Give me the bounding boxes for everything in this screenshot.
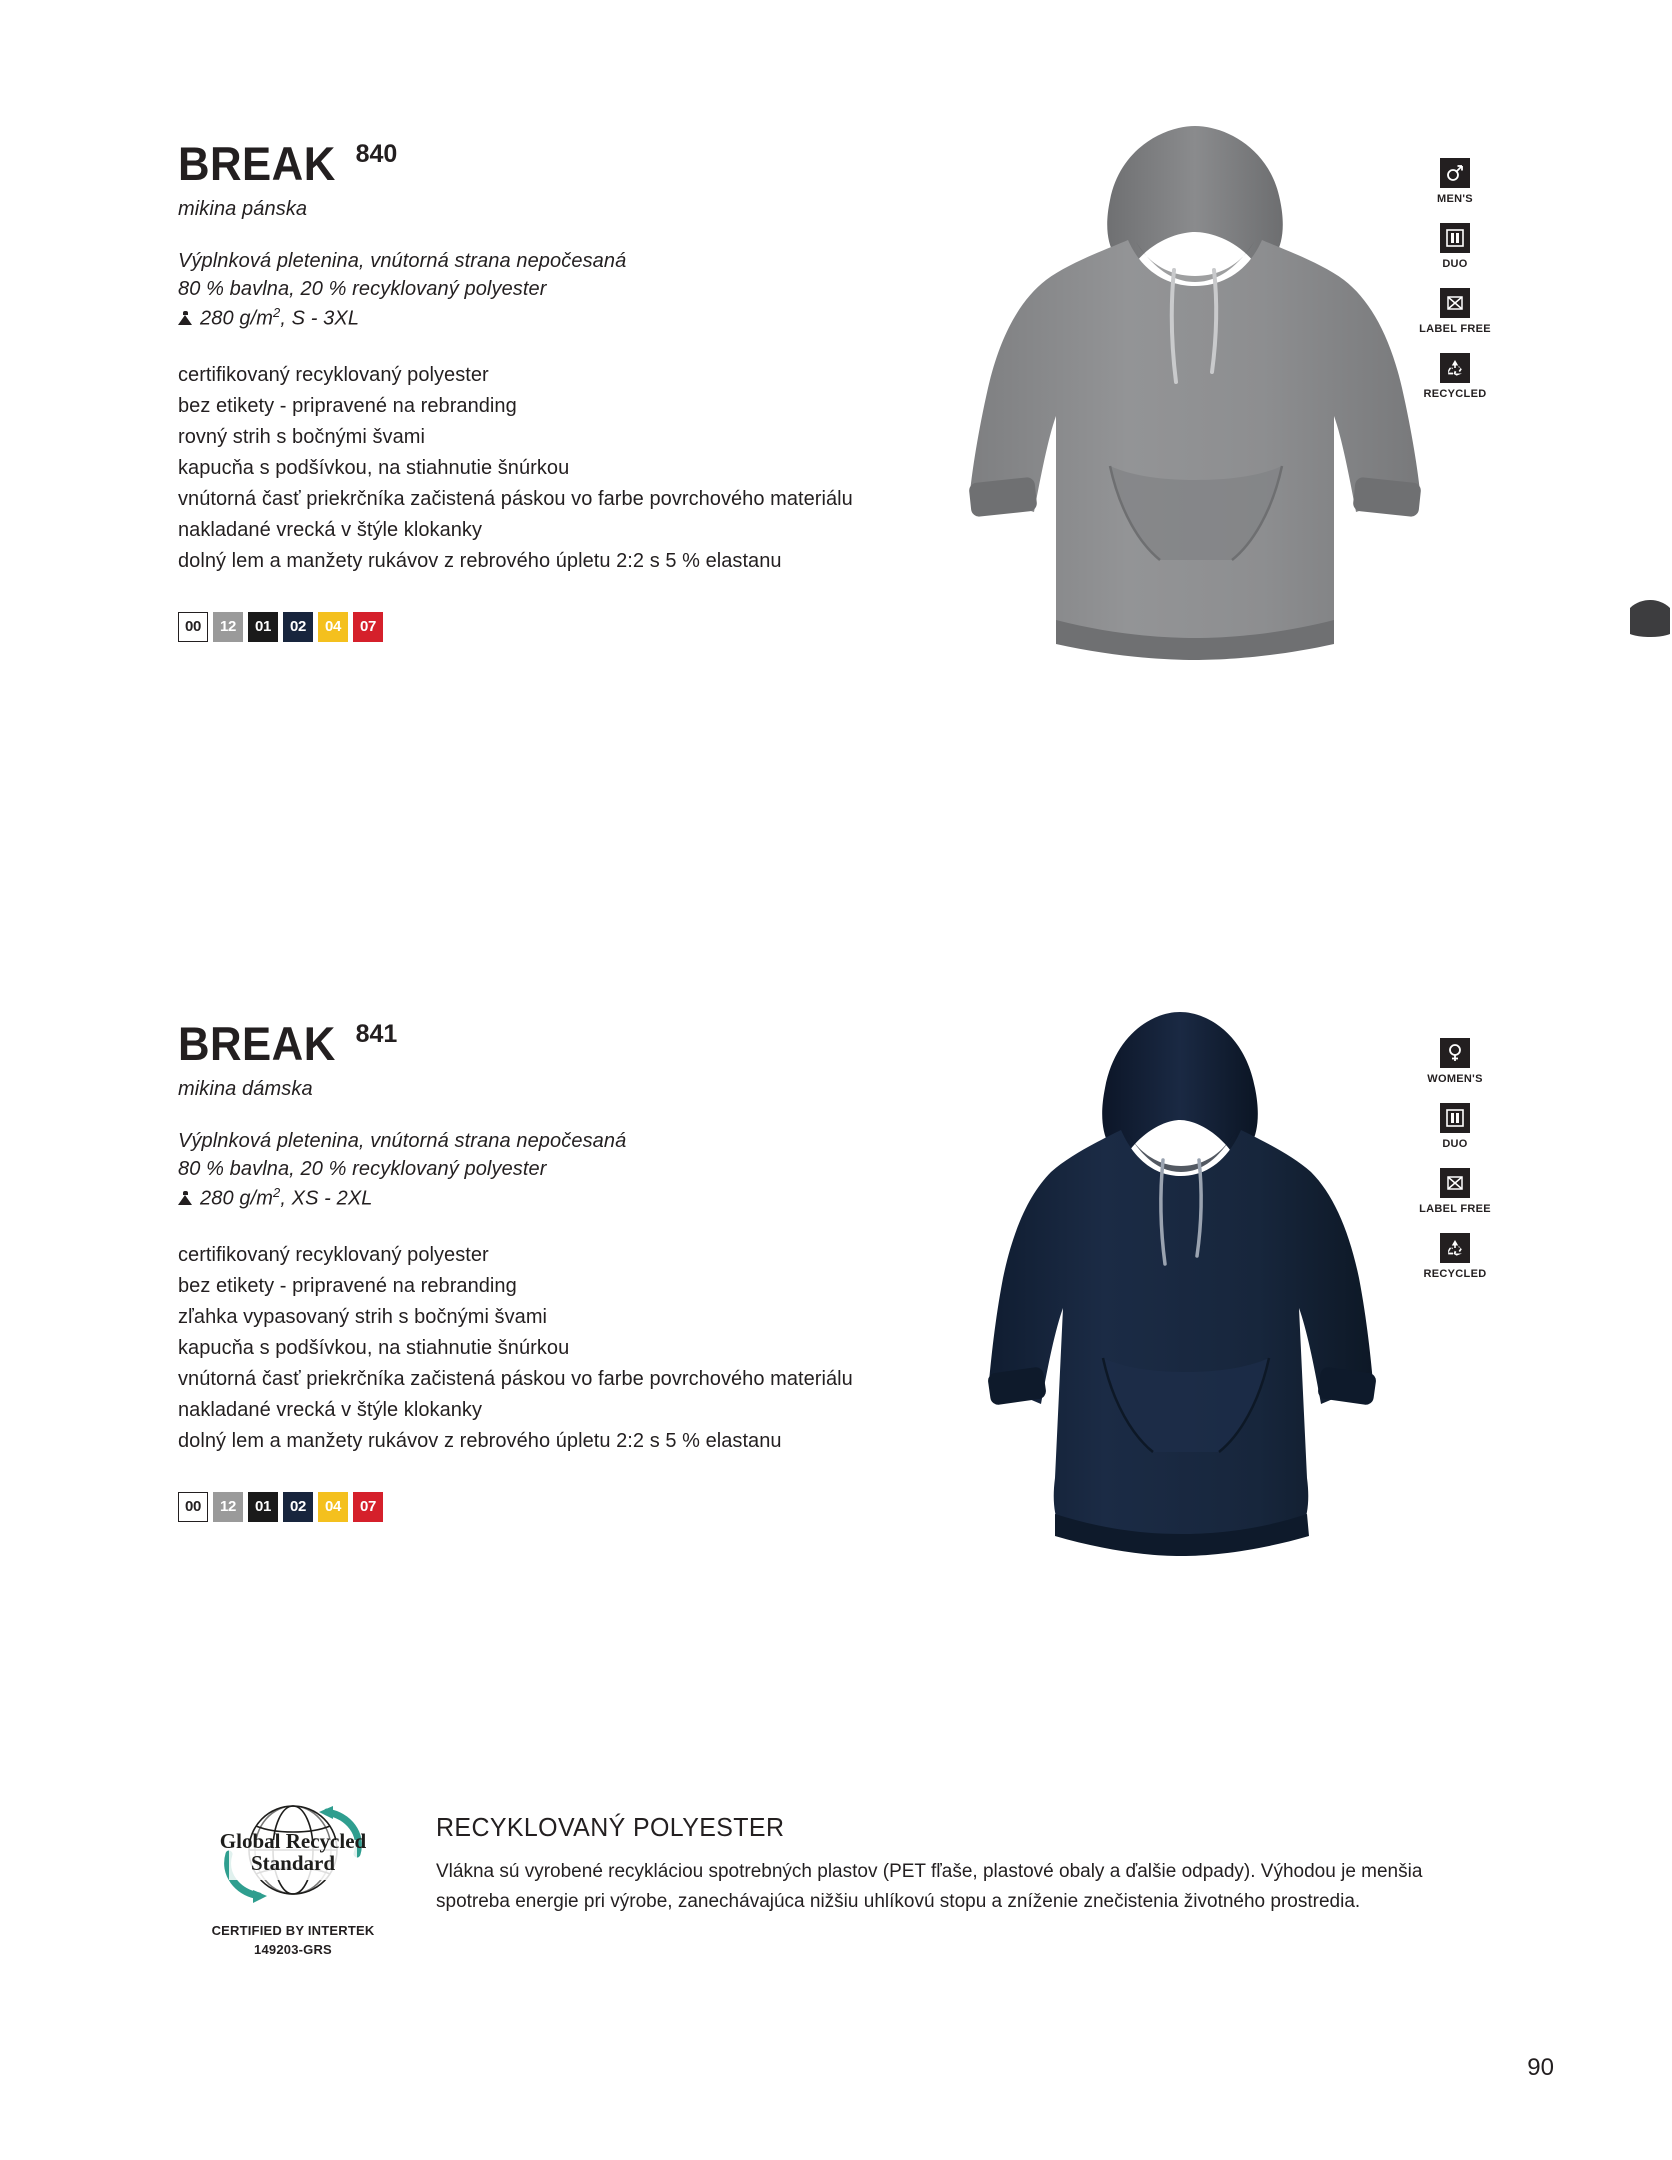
size-range: S - 3XL: [291, 307, 360, 330]
pictogram-list: [1400, 1038, 1510, 1298]
pictogram-recycled: [1400, 1233, 1510, 1280]
weight-value: 280 $g/m^2$, XS - 2XL: [200, 1184, 373, 1210]
duo-icon: [1440, 1103, 1470, 1133]
recycled-icon: [1440, 353, 1470, 383]
color-swatch[interactable]: 07: [353, 1492, 383, 1522]
page-title: BREAK: [178, 137, 336, 190]
product-subtitle: mikina pánska: [178, 198, 308, 220]
weight-icon: [178, 311, 193, 325]
pictogram-label: MEN'S: [1437, 193, 1473, 205]
color-swatch[interactable]: 04: [318, 612, 348, 642]
pictogram-label: DUO: [1442, 258, 1468, 270]
pictogram-label-free: [1400, 288, 1510, 335]
label-free-icon: [1440, 288, 1470, 318]
grs-logo: [188, 1800, 398, 1960]
pictogram-recycled: [1400, 353, 1510, 400]
feature-item: certifikovaný recyklovaný polyester: [178, 1243, 489, 1266]
product-image-mens-hoodie: [960, 120, 1430, 680]
cert-line-2: 149203-GRS: [254, 1941, 332, 1957]
product-features: [178, 360, 938, 577]
product-specs: [178, 1127, 938, 1213]
feature-item: dolný lem a manžety rukávov z rebrového úpletu 2:2 s 5 % elastanu: [178, 1429, 782, 1452]
weight-value: 280 $g/m^2$, S - 3XL: [200, 304, 360, 330]
product-specs: [178, 247, 938, 333]
color-swatches: [178, 612, 938, 642]
grs-logo-line1: Global Recycled: [219, 1829, 367, 1853]
section-heading: RECYKLOVANÝ POLYESTER: [436, 1812, 785, 1842]
color-swatch[interactable]: 12: [213, 1492, 243, 1522]
feature-item: certifikovaný recyklovaný polyester: [178, 363, 489, 386]
feature-item: nakladané vrecká v štýle klokanky: [178, 518, 483, 541]
product-info: [178, 1017, 938, 1522]
product-image-womens-hoodie: [975, 1008, 1395, 1568]
pictogram-label: RECYCLED: [1423, 388, 1487, 400]
pictogram-womens: [1400, 1038, 1510, 1085]
pictogram-label: LABEL FREE: [1419, 1203, 1491, 1215]
color-swatches: [178, 1492, 938, 1522]
pictogram-label: RECYCLED: [1423, 1268, 1487, 1280]
product-title-row: [178, 137, 938, 190]
pictogram-label: WOMEN'S: [1427, 1073, 1483, 1085]
recycled-icon: [1440, 1233, 1470, 1263]
section-body: Vlákna sú vyrobené recykláciou spotrebných plastov (PET fľaše, plastové obaly a ďalšie odpady). Výhodou je menšia spotreba energie pri výrobe, zanechávajúca nižšiu uhlíkovú stopu a zníženie znečistenia životného prostredia.: [436, 1861, 1423, 1913]
color-swatch[interactable]: 07: [353, 612, 383, 642]
feature-item: kapucňa s podšívkou, na stiahnutie šnúrkou: [178, 1336, 570, 1359]
pictogram-label: LABEL FREE: [1419, 323, 1491, 335]
spec-line: Výplnková pletenina, vnútorná strana nepočesaná: [178, 1130, 627, 1152]
label-free-icon: [1440, 1168, 1470, 1198]
color-swatch[interactable]: 12: [213, 612, 243, 642]
weight-line: [178, 1184, 938, 1213]
color-swatch[interactable]: 04: [318, 1492, 348, 1522]
recycled-polyester-info: [436, 1812, 1496, 1918]
pictogram-duo: [1400, 223, 1510, 270]
duo-icon: [1440, 223, 1470, 253]
product-info: [178, 137, 938, 642]
feature-item: vnútorná časť priekrčníka začistená páskou vo farbe povrchového materiálu: [178, 1367, 853, 1390]
pictogram-list: [1400, 158, 1510, 418]
weight-icon: [178, 1191, 193, 1205]
product-thumbnail-partial: [1630, 600, 1670, 645]
color-swatch[interactable]: 00: [178, 612, 208, 642]
grs-logo-line2: Standard: [250, 1851, 336, 1876]
feature-item: zľahka vypasovaný strih s bočnými švami: [178, 1305, 548, 1328]
feature-item: nakladané vrecká v štýle klokanky: [178, 1398, 483, 1421]
pictogram-mens: [1400, 158, 1510, 205]
feature-item: rovný strih s bočnými švami: [178, 425, 425, 448]
feature-item: kapucňa s podšívkou, na stiahnutie šnúrkou: [178, 456, 570, 479]
product-title-row: [178, 1017, 938, 1070]
feature-item: bez etikety - pripravené na rebranding: [178, 1274, 517, 1297]
pictogram-duo: [1400, 1103, 1510, 1150]
page-number: 90: [1527, 2054, 1554, 2081]
spec-line: 80 % bavlna, 20 % recyklovaný polyester: [178, 1158, 547, 1181]
feature-item: dolný lem a manžety rukávov z rebrového úpletu 2:2 s 5 % elastanu: [178, 549, 782, 572]
pictogram-label: DUO: [1442, 1138, 1468, 1150]
womens-icon: [1440, 1038, 1470, 1068]
spec-line: 80 % bavlna, 20 % recyklovaný polyester: [178, 278, 547, 301]
mens-icon: [1440, 158, 1470, 188]
pictogram-label-free: [1400, 1168, 1510, 1215]
grs-certification-text: [188, 1922, 398, 1960]
color-swatch[interactable]: 01: [248, 1492, 278, 1522]
spec-line: Výplnková pletenina, vnútorná strana nepočesaná: [178, 250, 627, 272]
feature-item: vnútorná časť priekrčníka začistená páskou vo farbe povrchového materiálu: [178, 487, 853, 510]
product-code: 841: [355, 1020, 398, 1048]
product-code: 840: [355, 140, 398, 168]
color-swatch[interactable]: 02: [283, 612, 313, 642]
cert-line-1: CERTIFIED BY INTERTEK: [211, 1923, 375, 1938]
product-features: [178, 1240, 938, 1457]
feature-item: bez etikety - pripravené na rebranding: [178, 394, 517, 417]
grs-globe-icon: [193, 1800, 393, 1910]
size-range: XS - 2XL: [291, 1187, 373, 1210]
page-title: BREAK: [178, 1017, 336, 1070]
weight-line: [178, 304, 938, 333]
product-subtitle: mikina dámska: [178, 1078, 313, 1100]
color-swatch[interactable]: 00: [178, 1492, 208, 1522]
color-swatch[interactable]: 01: [248, 612, 278, 642]
color-swatch[interactable]: 02: [283, 1492, 313, 1522]
